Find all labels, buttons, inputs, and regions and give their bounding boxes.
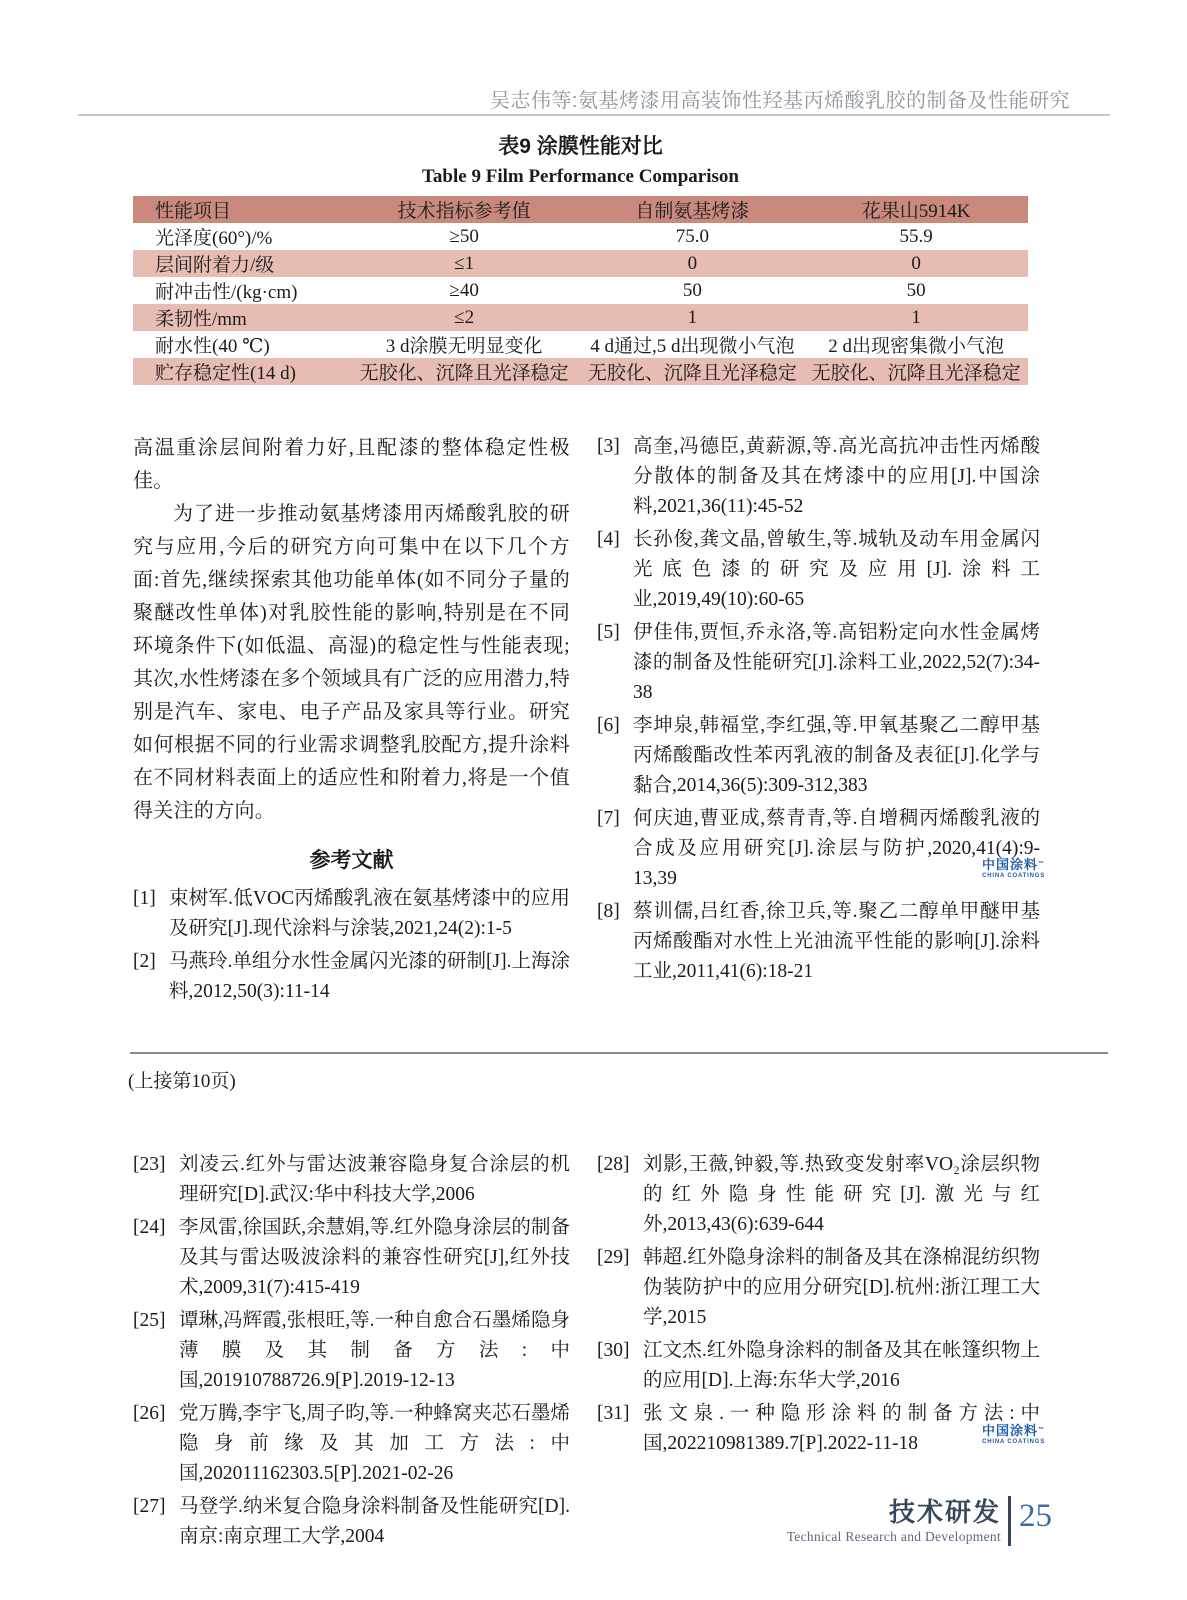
reference-text: 谭琳,冯辉霞,张根旺,等.一种自愈合石墨烯隐身薄膜及其制备方法:中国,201910788726.9[P].2019-12-13: [179, 1310, 570, 1391]
right-column-top: [597, 432, 1040, 990]
reference-number: [8]: [597, 901, 620, 922]
reference-text: 马燕玲.单组分水性金属闪光漆的研制[J].上海涂料,2012,50(3):11-14: [169, 951, 570, 1002]
reference-list: [133, 884, 570, 1007]
table-cell: 无胶化、沉降且光泽稳定: [804, 358, 1028, 385]
logo-text-en: CHINA COATINGS: [982, 1439, 1045, 1445]
page-number: 25: [1019, 1497, 1052, 1534]
reference-number: [23]: [133, 1154, 166, 1175]
reference-text: 党万腾,李宇飞,周子昀,等.一种蜂窝夹芯石墨烯隐身前缘及其加工方法:中国,202011162303.5[P].2021-02-26: [179, 1403, 570, 1484]
reference-text: 何庆迪,曹亚成,蔡青青,等.自增稠丙烯酸乳液的合成及应用研究[J].涂层与防护,2020,41(4):9-13,39: [633, 808, 1040, 889]
table-row: [133, 223, 1028, 250]
table-row: [133, 304, 1028, 331]
table-row: [133, 250, 1028, 277]
reference-item: [133, 1150, 570, 1210]
table-cell: 自制氨基烤漆: [580, 196, 804, 223]
reference-item: [133, 947, 570, 1007]
reference-text: 刘凌云.红外与雷达波兼容隐身复合涂层的机理研究[D].武汉:华中科技大学,2006: [179, 1154, 570, 1205]
table-row: [133, 331, 1028, 358]
reference-item: [597, 525, 1040, 615]
reference-item: [133, 1492, 570, 1552]
section-divider: [130, 1052, 1108, 1054]
reference-text: 李坤泉,韩福堂,李红强,等.甲氧基聚乙二醇甲基丙烯酸酯改性苯丙乳液的制备及表征[J].化学与黏合,2014,36(5):309-312,383: [633, 715, 1040, 796]
china-coatings-logo: [925, 858, 1045, 879]
table-cell: 无胶化、沉降且光泽稳定: [580, 358, 804, 385]
reference-list: [597, 1150, 1040, 1459]
reference-item: [597, 1243, 1040, 1333]
reference-number: [31]: [597, 1403, 630, 1424]
reference-text: 张文泉.一种隐形涂料的制备方法:中国,202210981389.7[P].2022-11-18: [643, 1403, 1040, 1454]
page-footer: [787, 1496, 1052, 1546]
reference-text: 李凤雷,徐国跃,余慧娟,等.红外隐身涂层的制备及其与雷达吸波涂料的兼容性研究[J],红外技术,2009,31(7):415-419: [179, 1217, 570, 1298]
reference-item: [597, 711, 1040, 801]
footer-divider-bar: [1008, 1496, 1011, 1546]
table-cell: 花果山5914K: [804, 196, 1028, 223]
reference-text: 伊佳伟,贾恒,乔永洛,等.高铝粉定向水性金属烤漆的制备及性能研究[J].涂料工业,2022,52(7):34-38: [633, 622, 1040, 703]
table-cell: 柔韧性/mm: [133, 304, 348, 331]
logo-text-cn: 中国涂料™: [981, 857, 1045, 872]
reference-number: [3]: [597, 436, 620, 457]
reference-number: [4]: [597, 529, 620, 550]
table-cell: 贮存稳定性(14 d): [133, 358, 348, 385]
table-cell: 50: [682, 279, 702, 301]
china-coatings-logo: [925, 1424, 1045, 1445]
table-cell: 4 d通过,5 d出现微小气泡: [590, 336, 795, 357]
table-cell: 50: [906, 279, 926, 301]
reference-item: [597, 804, 1040, 894]
reference-text: 马登学.纳米复合隐身涂料制备及性能研究[D].南京:南京理工大学,2004: [179, 1496, 570, 1547]
table-cell: 无胶化、沉降且光泽稳定: [348, 358, 581, 385]
reference-item: [597, 618, 1040, 708]
reference-item: [133, 1399, 570, 1489]
body-paragraph: 高温重涂层间附着力好,且配漆的整体稳定性极佳。: [133, 437, 570, 492]
reference-text: 蔡训儒,吕红香,徐卫兵,等.聚乙二醇单甲醚甲基丙烯酸酯对水性上光油流平性能的影响[J].涂料工业,2011,41(6):18-21: [633, 901, 1040, 982]
reference-item: [597, 1150, 1040, 1240]
reference-number: [25]: [133, 1310, 166, 1331]
running-head: 吴志伟等:氨基烤漆用高装饰性羟基丙烯酸乳胶的制备及性能研究: [489, 90, 1070, 112]
logo-text-en: CHINA COATINGS: [982, 873, 1045, 879]
reference-number: [28]: [597, 1154, 630, 1175]
reference-number: [30]: [597, 1340, 630, 1361]
table-cell: 性能项目: [133, 196, 348, 223]
table9-section: [133, 130, 1028, 385]
table-cell: 层间附着力/级: [133, 250, 348, 277]
reference-number: [7]: [597, 808, 620, 829]
continuation-note: (上接第10页): [128, 1071, 236, 1092]
logo-text-cn: 中国涂料™: [981, 1423, 1045, 1438]
reference-number: [6]: [597, 715, 620, 736]
footer-section-en: Technical Research and Development: [786, 1528, 1001, 1544]
table-cell: 55.9: [899, 225, 933, 247]
right-column-bottom: [597, 1150, 1040, 1462]
table-cell: ≤2: [348, 304, 581, 331]
table-cell: 技术指标参考值: [348, 196, 581, 223]
table-row: [133, 196, 1028, 223]
trademark-mark: ™: [1038, 861, 1045, 867]
table-cell: 3 d涂膜无明显变化: [385, 336, 543, 357]
trademark-mark: ™: [1038, 1427, 1045, 1433]
table-cell: 1: [580, 304, 804, 331]
body-paragraph: 为了进一步推动氨基烤漆用丙烯酸乳胶的研究与应用,今后的研究方向可集中在以下几个方面:首先,继续探索其他功能单体(如不同分子量的聚醚改性单体)对乳胶性能的影响,特别是在不同环境条件下(如低温、高湿)的稳定性与性能表现;其次,水性烤漆在多个领域具有广泛的应用潜力,特别是汽车、家电、电子产品及家具等行业。研究如何根据不同的行业需求调整乳胶配方,提升涂料在不同材料表面上的适应性和附着力,将是一个值得关注的方向。: [133, 503, 570, 822]
reference-number: [29]: [597, 1247, 630, 1268]
reference-list: [597, 432, 1040, 987]
reference-text: 束树军.低VOC丙烯酸乳液在氨基烤漆中的应用及研究[J].现代涂料与涂装,2021,24(2):1-5: [169, 888, 570, 939]
table-cell: 0: [804, 250, 1028, 277]
header-rule: [78, 114, 1110, 116]
table-cell: ≤1: [348, 250, 581, 277]
table-cell: 2 d出现密集微小气泡: [828, 336, 1004, 357]
reference-number: [5]: [597, 622, 620, 643]
footer-section: [787, 1498, 1001, 1545]
references-heading: 参考文献: [309, 849, 394, 872]
reference-item: [133, 1213, 570, 1303]
reference-text: 刘影,王薇,钟毅,等.热致变发射率VO₂涂层织物的红外隐身性能研究[J].激光与红外,2013,43(6):639-644: [643, 1154, 1040, 1235]
table-row: [133, 277, 1028, 304]
left-column-top: [133, 432, 570, 1010]
footer-section-cn: 技术研发: [888, 1496, 1001, 1527]
reference-number: [27]: [133, 1496, 166, 1517]
reference-list: [133, 1150, 570, 1552]
reference-item: [133, 884, 570, 944]
table-cell: 1: [804, 304, 1028, 331]
reference-item: [597, 432, 1040, 522]
reference-item: [597, 897, 1040, 987]
table-title-cn: 表9 涂膜性能对比: [498, 135, 663, 158]
table-title-en: Table 9 Film Performance Comparison: [422, 166, 739, 187]
reference-number: [1]: [133, 888, 156, 909]
table-cell: ≥50: [449, 225, 479, 247]
table-row: [133, 358, 1028, 385]
table-cell: 耐冲击性/(kg·cm): [155, 282, 298, 303]
table-cell: ≥40: [449, 279, 479, 301]
reference-number: [24]: [133, 1217, 166, 1238]
table-cell: 0: [580, 250, 804, 277]
reference-text: 长孙俊,龚文晶,曾敏生,等.城轨及动车用金属闪光底色漆的研究及应用[J].涂料工业,2019,49(10):60-65: [633, 529, 1040, 610]
reference-item: [597, 1336, 1040, 1396]
table-cell: 耐水性(40 ℃): [155, 336, 270, 357]
reference-number: [26]: [133, 1403, 166, 1424]
reference-item: [133, 1306, 570, 1396]
table-cell: 光泽度(60°)/%: [155, 228, 273, 249]
film-performance-table: [133, 196, 1028, 385]
left-column-bottom: [133, 1150, 570, 1555]
reference-number: [2]: [133, 951, 156, 972]
table-cell: 75.0: [675, 225, 709, 247]
reference-text: 韩超.红外隐身涂料的制备及其在涤棉混纺织物伪装防护中的应用分研究[D].杭州:浙江理工大学,2015: [643, 1247, 1040, 1328]
reference-text: 江文杰.红外隐身涂料的制备及其在帐篷织物上的应用[D].上海:东华大学,2016: [643, 1340, 1040, 1391]
reference-text: 高奎,冯德臣,黄薪源,等.高光高抗冲击性丙烯酸分散体的制备及其在烤漆中的应用[J].中国涂料,2021,36(11):45-52: [633, 436, 1040, 517]
